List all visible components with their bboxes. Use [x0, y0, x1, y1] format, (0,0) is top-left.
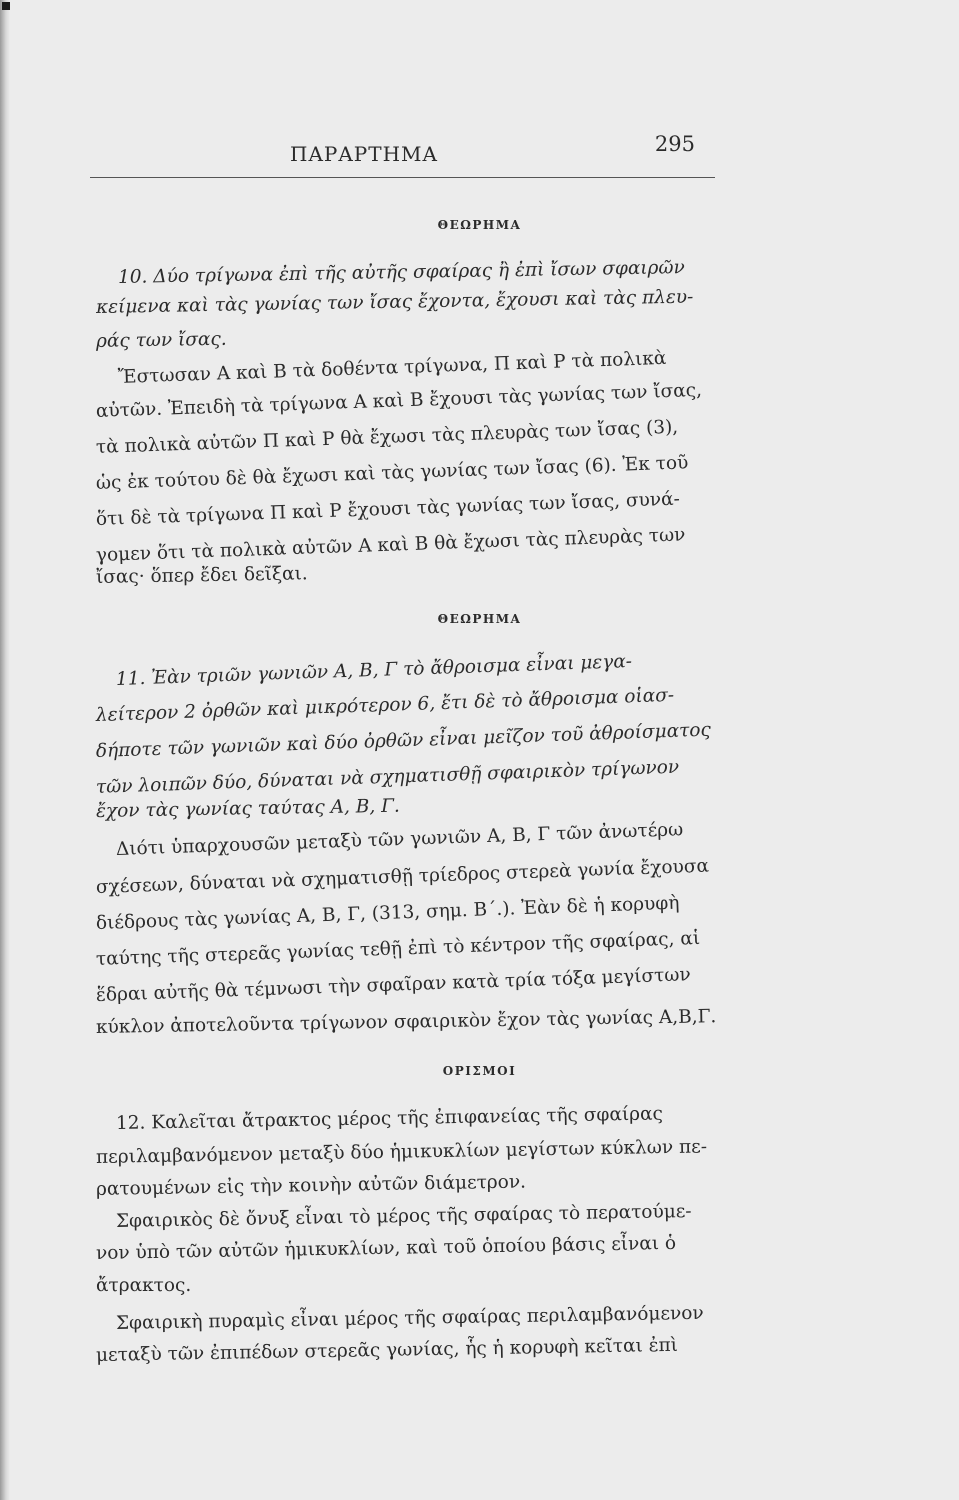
- text-line: Σφαιρικὴ πυραμὶς εἶναι μέρος τῆς σφαίρας περιλαμβανόμενον: [115, 1302, 704, 1334]
- text-line: τῶν λοιπῶν δύο, δύναται νὰ σχηματισθῇ σφαιρικὸν τρίγωνον: [95, 756, 680, 798]
- text-line: τὰ πολικὰ αὐτῶν Π καὶ Ρ θὰ ἔχωσι τὰς πλευρὰς των ἴσας (3),: [95, 416, 679, 458]
- text-line: ἴσας· ὅπερ ἔδει δεῖξαι.: [95, 563, 308, 588]
- text-line: γομεν ὅτι τὰ πολικὰ αὐτῶν Α καὶ Β θὰ ἔχωσι τὰς πλευρὰς των: [95, 524, 686, 566]
- text-line: διέδρους τὰς γωνίας Α, Β, Γ, (313, σημ. Β΄.). Ἐὰν δὲ ἡ κορυφὴ: [95, 892, 680, 934]
- text-line: περιλαμβανόμενον μεταξὺ δύο ἡμικυκλίων μεγίστων κύκλων πε-: [95, 1136, 708, 1168]
- text-line: κείμενα καὶ τὰς γωνίας των ἴσας ἔχοντα, ἔχουσι καὶ τὰς πλευ-: [95, 286, 694, 318]
- text-line: ταύτης τῆς στερεᾶς γωνίας τεθῇ ἐπὶ τὸ κέντρον τῆς σφαίρας, αἱ: [95, 927, 701, 970]
- text-line: ὡς ἐκ τούτου δὲ θὰ ἔχωσι καὶ τὰς γωνίας των ἴσας (6). Ἐκ τοῦ: [95, 452, 689, 494]
- text-line: νον ὑπὸ τῶν αὐτῶν ἡμικυκλίων, καὶ τοῦ ὁποίου βάσις εἶναι ὁ: [95, 1232, 677, 1264]
- text-line: ἔχον τὰς γωνίας ταύτας Α, Β, Γ.: [95, 795, 401, 822]
- text-line: Σφαιρικὸς δὲ ὄνυξ εἶναι τὸ μέρος τῆς σφαίρας τὸ περατούμε-: [115, 1200, 692, 1232]
- header-rule: [90, 177, 715, 178]
- text-line: κύκλον ἀποτελοῦντα τρίγωνον σφαιρικὸν ἔχον τὰς γωνίας Α,Β,Γ.: [95, 1006, 717, 1038]
- theorem-heading-1: ΘΕΩΡΗΜΑ: [437, 218, 522, 232]
- text-line: λείτερον 2 ὀρθῶν καὶ μικρότερον 6, ἔτι δὲ τὸ ἄθροισμα οἱασ-: [95, 684, 675, 726]
- text-line: 11. Ἐὰν τριῶν γωνιῶν Α, Β, Γ τὸ ἄθροισμα εἶναι μεγα-: [115, 650, 633, 690]
- text-line: ἄτρακτος.: [96, 1275, 192, 1296]
- corner-mark: [2, 2, 10, 10]
- running-header: [90, 128, 715, 180]
- text-line: ράς των ἴσας.: [95, 328, 227, 352]
- text-line: 12. Καλεῖται ἄτρακτος μέρος τῆς ἐπιφανείας τῆς σφαίρας: [115, 1103, 664, 1134]
- definitions-heading: ΟΡΙΣΜΟΙ: [442, 1064, 517, 1078]
- text-line: σχέσεων, δύναται νὰ σχηματισθῇ τρίεδρος στερεὰ γωνία ἔχουσα: [95, 855, 710, 898]
- text-line: ὅτι δὲ τὰ τρίγωνα Π καὶ Ρ ἔχουσι τὰς γωνίας των ἴσας, συνά-: [95, 488, 681, 530]
- text-line: Ἔστωσαν Α καὶ Β τὰ δοθέντα τρίγωνα, Π καὶ Ρ τὰ πολικὰ: [117, 347, 667, 388]
- text-line: Διότι ὑπαρχουσῶν μεταξὺ τῶν γωνιῶν Α, Β, Γ τῶν ἀνωτέρω: [115, 819, 684, 860]
- running-title: ΠΑΡΑΡΤΗΜΑ: [290, 142, 438, 166]
- text-line: ἕδραι αὐτῆς θὰ τέμνωσι τὴν σφαῖραν κατὰ τρία τόξα μεγίστων: [95, 964, 692, 1006]
- text-line: δήποτε τῶν γωνιῶν καὶ δύο ὀρθῶν εἶναι μεῖζον τοῦ ἀθροίσματος: [95, 719, 712, 762]
- text-line: ρατουμένων εἰς τὴν κοινὴν αὐτῶν διάμετρον.: [95, 1171, 527, 1200]
- theorem-heading-2: ΘΕΩΡΗΜΑ: [437, 612, 522, 626]
- text-line: μεταξὺ τῶν ἐπιπέδων στερεᾶς γωνίας, ἧς ἡ κορυφὴ κεῖται ἐπὶ: [95, 1334, 679, 1366]
- text-line: αὐτῶν. Ἐπειδὴ τὰ τρίγωνα Α καὶ Β ἔχουσι τὰς γωνίας των ἴσας,: [95, 379, 703, 422]
- page-number: 295: [654, 132, 695, 156]
- text-line: 10. Δύο τρίγωνα ἐπὶ τῆς αὐτῆς σφαίρας ἢ ἐπὶ ἴσων σφαιρῶν: [117, 257, 685, 288]
